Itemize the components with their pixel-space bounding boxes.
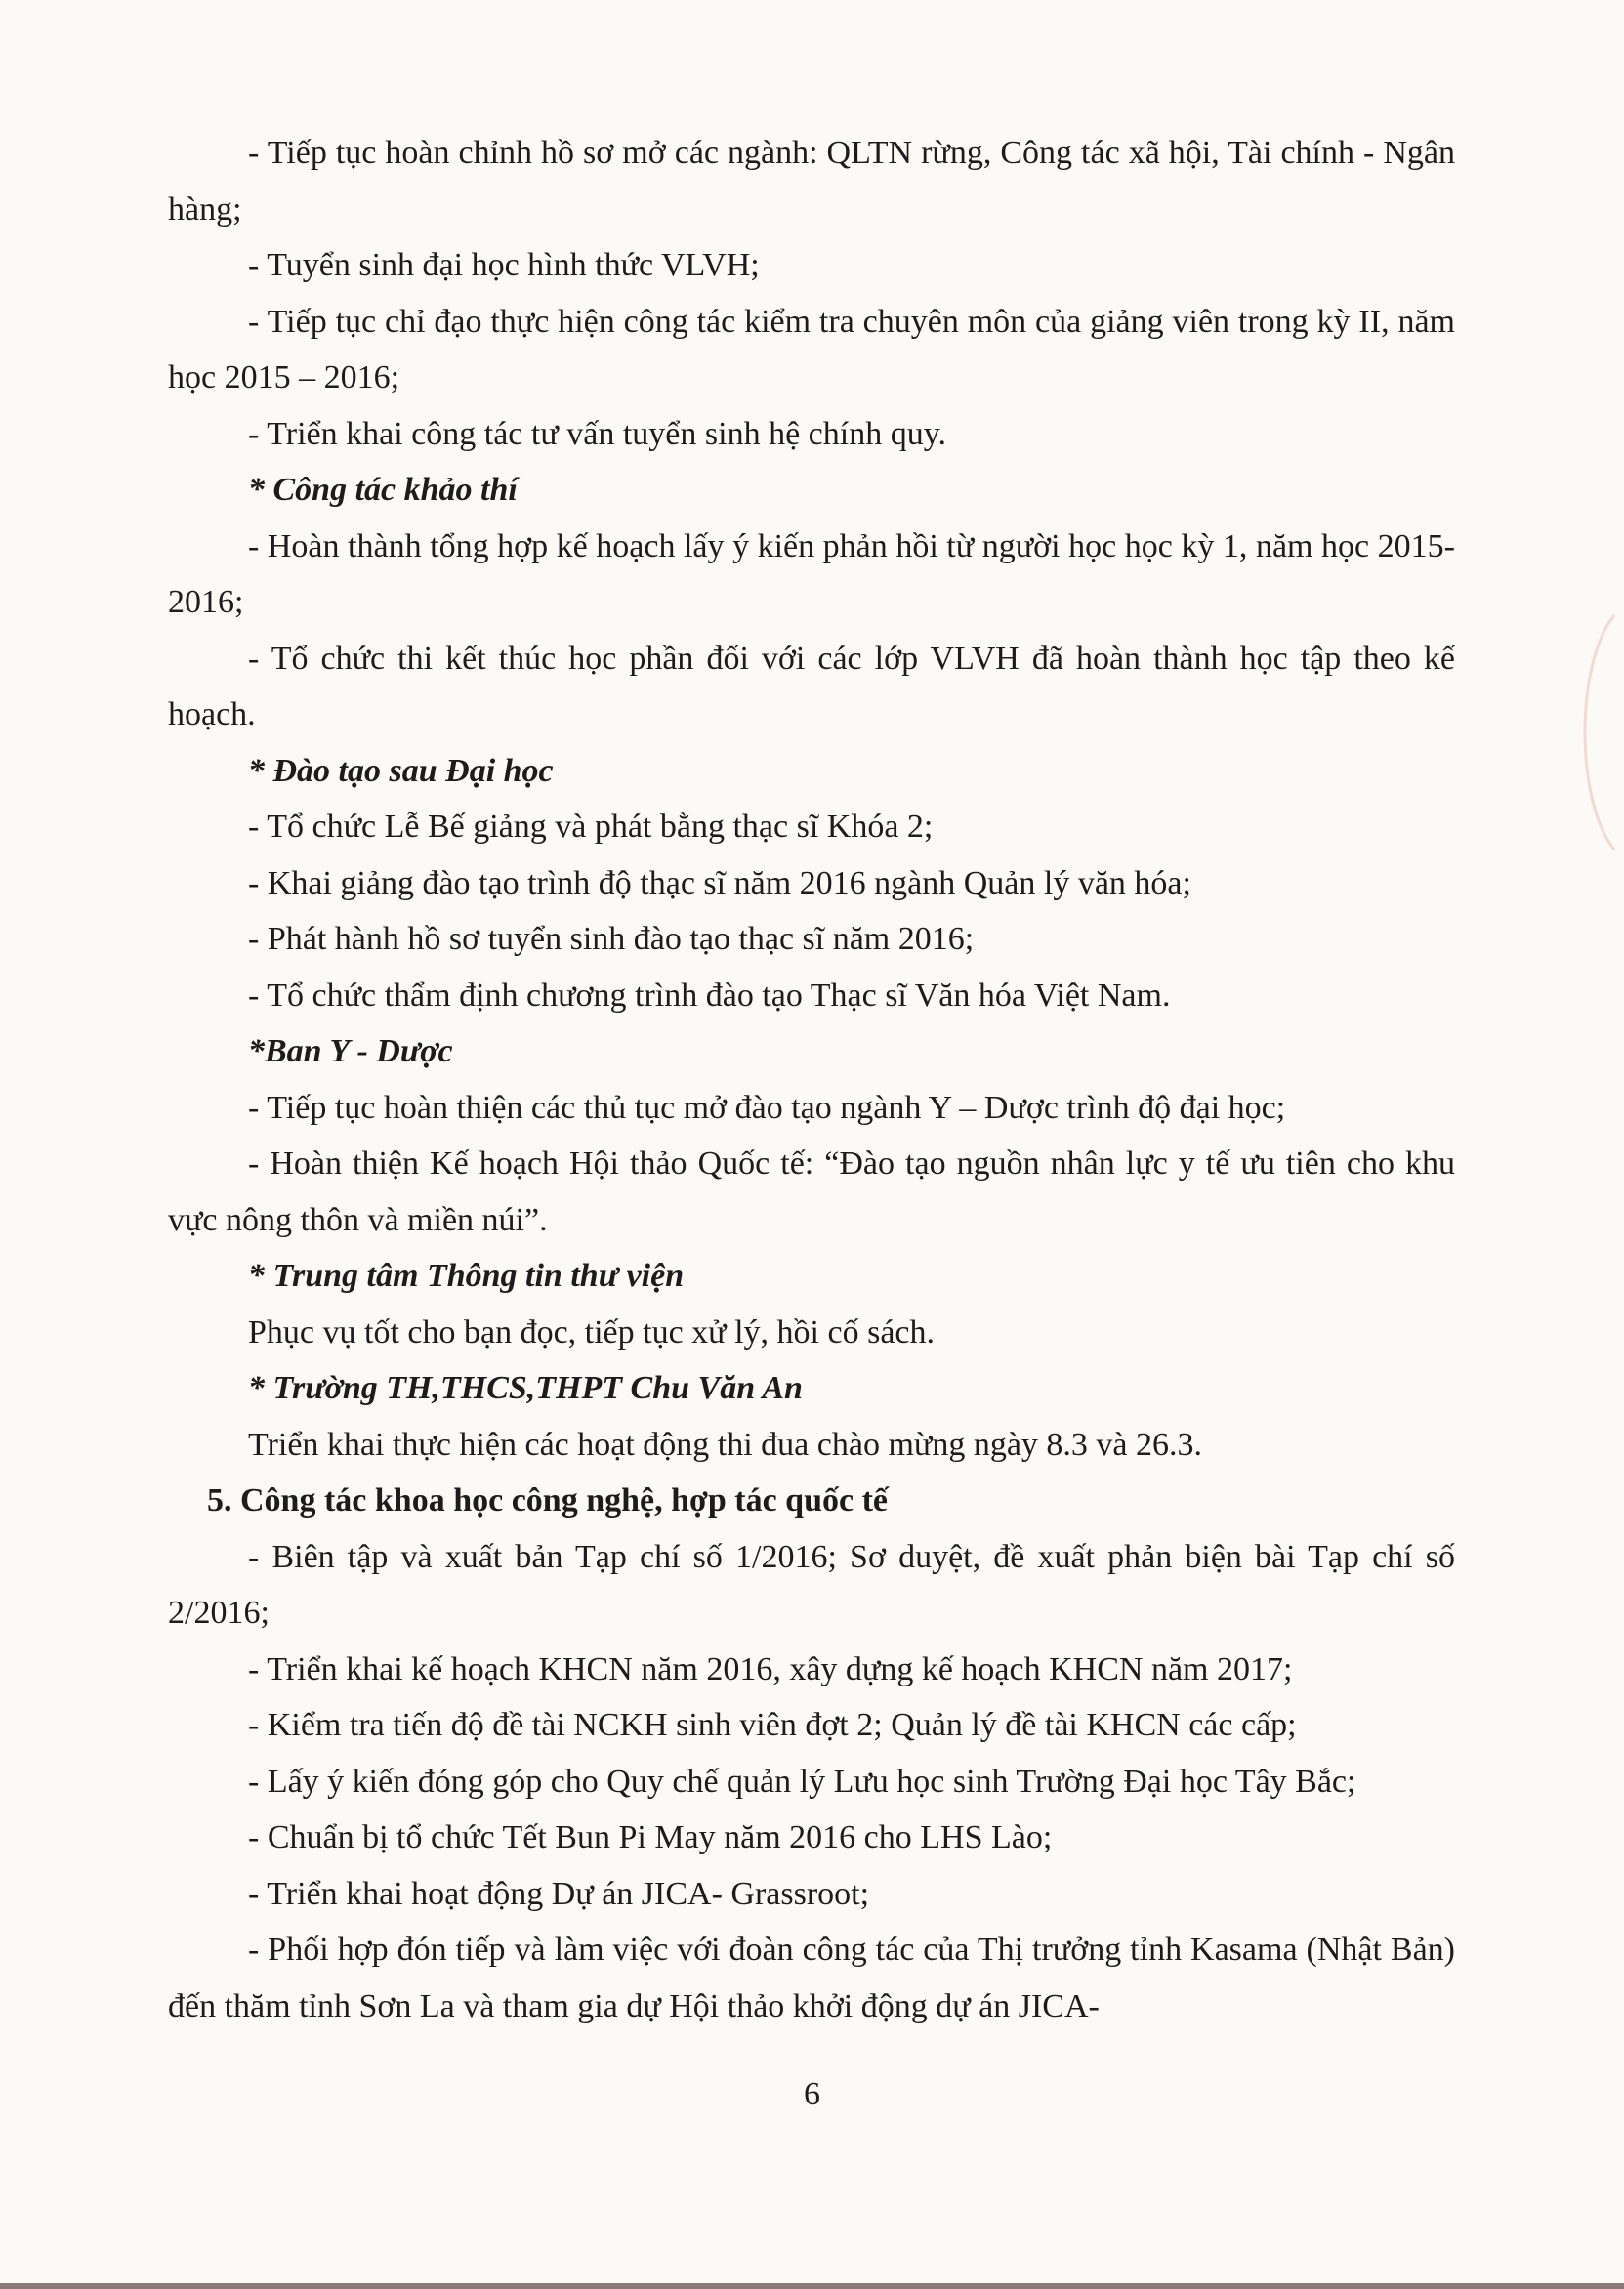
paragraph: - Tổ chức thẩm định chương trình đào tạo Thạc sĩ Văn hóa Việt Nam. bbox=[248, 977, 1171, 1014]
paragraph: - Tổ chức Lễ Bế giảng và phát bằng thạc sĩ Khóa 2; bbox=[248, 809, 934, 845]
paragraph: - Triển khai kế hoạch KHCN năm 2016, xây dựng kế hoạch KHCN năm 2017; bbox=[248, 1650, 1293, 1687]
paragraph: - Lấy ý kiến đóng góp cho Quy chế quản lý Lưu học sinh Trường Đại học Tây Bắc; bbox=[248, 1763, 1356, 1800]
section-heading: * Trường TH,THCS,THPT Chu Văn An bbox=[248, 1370, 803, 1406]
paragraph: - Hoàn thành tổng hợp kế hoạch lấy ý kiến phản hồi từ người học học kỳ 1, năm học 2015-2016; bbox=[168, 527, 1455, 620]
stamp-fragment bbox=[1556, 605, 1624, 859]
paragraph: - Tiếp tục chỉ đạo thực hiện công tác kiểm tra chuyên môn của giảng viên trong kỳ II, năm học 2015 – 2016; bbox=[168, 303, 1455, 395]
paragraph: Phục vụ tốt cho bạn đọc, tiếp tục xử lý, hồi cố sách. bbox=[248, 1313, 936, 1351]
paragraph: - Phối hợp đón tiếp và làm việc với đoàn công tác của Thị trưởng tỉnh Kasama (Nhật Bản) đến thăm tỉnh Sơn La và tham gia dự Hội thảo khởi động dự án JICA- bbox=[168, 1932, 1455, 2024]
scan-edge bbox=[0, 2283, 1624, 2289]
paragraph: - Phát hành hồ sơ tuyển sinh đào tạo thạc sĩ năm 2016; bbox=[248, 921, 975, 957]
paragraph: - Tiếp tục hoàn chỉnh hồ sơ mở các ngành: QLTN rừng, Công tác xã hội, Tài chính - Ngân hàng; bbox=[168, 135, 1455, 228]
main-heading: 5. Công tác khoa học công nghệ, hợp tác quốc tế bbox=[207, 1482, 888, 1519]
paragraph: - Tuyển sinh đại học hình thức VLVH; bbox=[248, 247, 760, 283]
section-heading: * Công tác khảo thí bbox=[248, 472, 518, 508]
paragraph: - Chuẩn bị tổ chức Tết Bun Pi May năm 2016 cho LHS Lào; bbox=[248, 1819, 1053, 1855]
section-heading: *Ban Y - Dược bbox=[248, 1033, 453, 1069]
paragraph: - Hoàn thiện Kế hoạch Hội thảo Quốc tế: “Đào tạo nguồn nhân lực y tế ưu tiên cho khu vực nông thôn và miền núi”. bbox=[168, 1145, 1455, 1238]
page-number: 6 bbox=[804, 2076, 820, 2112]
paragraph: - Biên tập và xuất bản Tạp chí số 1/2016; Sơ duyệt, đề xuất phản biện bài Tạp chí số 2/2016; bbox=[168, 1538, 1455, 1631]
paragraph: - Triển khai công tác tư vấn tuyển sinh hệ chính quy. bbox=[248, 415, 946, 452]
section-heading: * Trung tâm Thông tin thư viện bbox=[248, 1258, 685, 1294]
document-body bbox=[168, 125, 1455, 2034]
paragraph: - Tổ chức thi kết thúc học phần đối với các lớp VLVH đã hoàn thành học tập theo kế hoạch. bbox=[168, 640, 1455, 732]
paragraph: - Triển khai hoạt động Dự án JICA- Grassroot; bbox=[248, 1875, 870, 1912]
section-heading: * Đào tạo sau Đại học bbox=[248, 752, 554, 789]
paragraph: - Khai giảng đào tạo trình độ thạc sĩ năm 2016 ngành Quản lý văn hóa; bbox=[248, 864, 1191, 901]
paragraph: - Kiểm tra tiến độ đề tài NCKH sinh viên đợt 2; Quản lý đề tài KHCN các cấp; bbox=[248, 1707, 1297, 1743]
paragraph: Triển khai thực hiện các hoạt động thi đua chào mừng ngày 8.3 và 26.3. bbox=[248, 1426, 1203, 1463]
paragraph: - Tiếp tục hoàn thiện các thủ tục mở đào tạo ngành Y – Dược trình độ đại học; bbox=[248, 1089, 1286, 1126]
